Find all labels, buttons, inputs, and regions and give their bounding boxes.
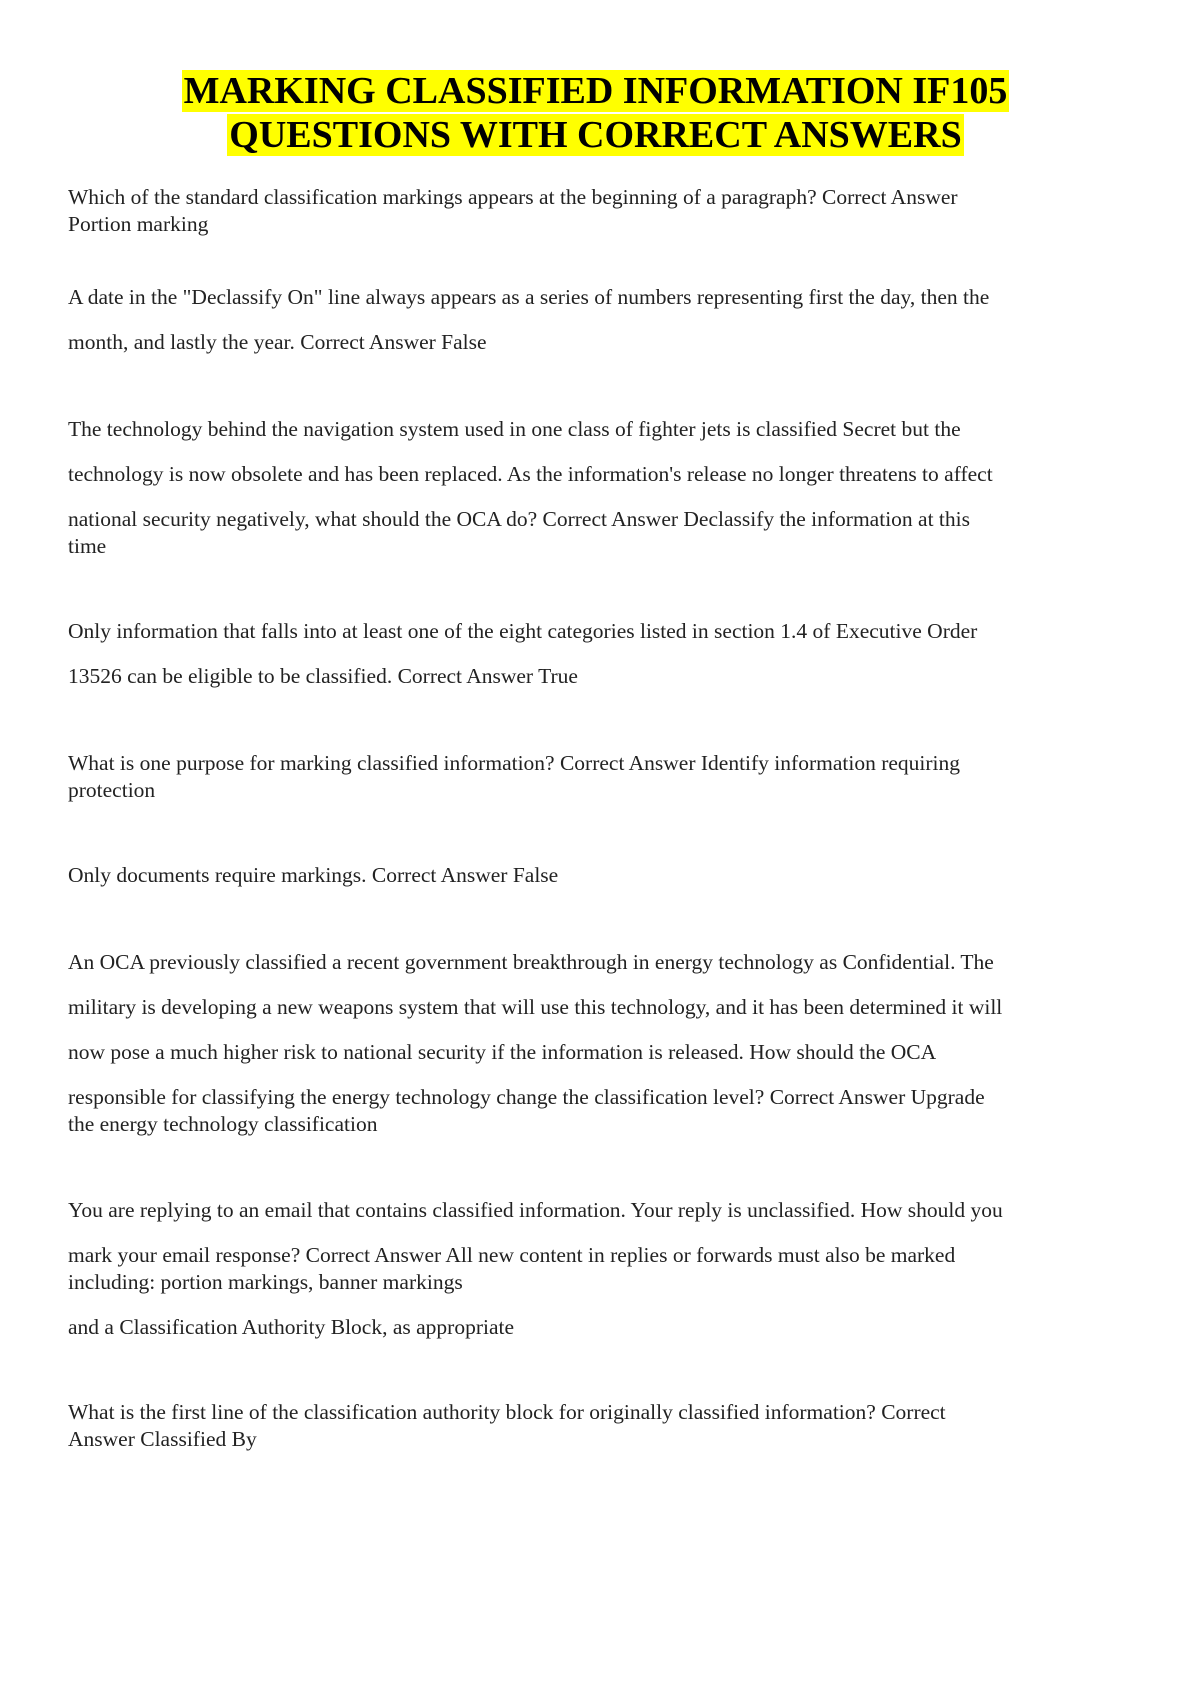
qa-line: national security negatively, what should the OCA do? Correct Answer Declassify the information at this	[68, 507, 970, 531]
qa-line: Answer Classified By	[68, 1427, 257, 1451]
qa-line: What is the first line of the classification authority block for originally classified information? Correct	[68, 1400, 946, 1424]
qa-line: now pose a much higher risk to national security if the information is released. How should the OCA	[68, 1040, 937, 1064]
qa-line: military is developing a new weapons system that will use this technology, and it has been determined it will	[68, 995, 1003, 1019]
qa-item	[68, 750, 960, 804]
qa-item	[68, 1399, 946, 1453]
qa-line: including: portion markings, banner markings	[68, 1270, 463, 1294]
qa-line: mark your email response? Correct Answer All new content in replies or forwards must also be marked	[68, 1243, 956, 1267]
qa-line: responsible for classifying the energy technology change the classification level? Correct Answer Upgrade	[68, 1085, 985, 1109]
title-line-2: QUESTIONS WITH CORRECT ANSWERS	[229, 114, 962, 156]
document-title	[0, 70, 1191, 158]
qa-line: Only documents require markings. Correct Answer False	[68, 863, 559, 887]
qa-line: and a Classification Authority Block, as appropriate	[68, 1315, 515, 1339]
qa-line: month, and lastly the year. Correct Answer False	[68, 330, 487, 354]
qa-item	[68, 862, 558, 889]
qa-line: The technology behind the navigation system used in one class of fighter jets is classified Secret but the	[68, 417, 961, 441]
qa-item	[68, 949, 1002, 1138]
qa-item	[68, 416, 993, 560]
qa-line: Portion marking	[68, 212, 209, 236]
qa-line: 13526 can be eligible to be classified. Correct Answer True	[68, 664, 578, 688]
qa-item	[68, 1197, 1003, 1341]
qa-line: time	[68, 534, 107, 558]
qa-line: A date in the "Declassify On" line always appears as a series of numbers representing first the day, then the	[68, 285, 990, 309]
qa-item	[68, 618, 977, 690]
qa-line: What is one purpose for marking classified information? Correct Answer Identify information requiring	[68, 751, 960, 775]
qa-item	[68, 184, 958, 238]
qa-line: protection	[68, 778, 156, 802]
qa-item	[68, 284, 989, 356]
qa-line: technology is now obsolete and has been replaced. As the information's release no longer threatens to affect	[68, 462, 993, 486]
qa-line: An OCA previously classified a recent government breakthrough in energy technology as Confidential. The	[68, 950, 994, 974]
qa-line: You are replying to an email that contains classified information. Your reply is unclassified. How should you	[68, 1198, 1003, 1222]
title-line-1: MARKING CLASSIFIED INFORMATION IF105	[183, 70, 1008, 112]
qa-line: the energy technology classification	[68, 1112, 378, 1136]
qa-line: Which of the standard classification markings appears at the beginning of a paragraph? Correct Answer	[68, 185, 958, 209]
qa-line: Only information that falls into at least one of the eight categories listed in section 1.4 of Executive Order	[68, 619, 978, 643]
